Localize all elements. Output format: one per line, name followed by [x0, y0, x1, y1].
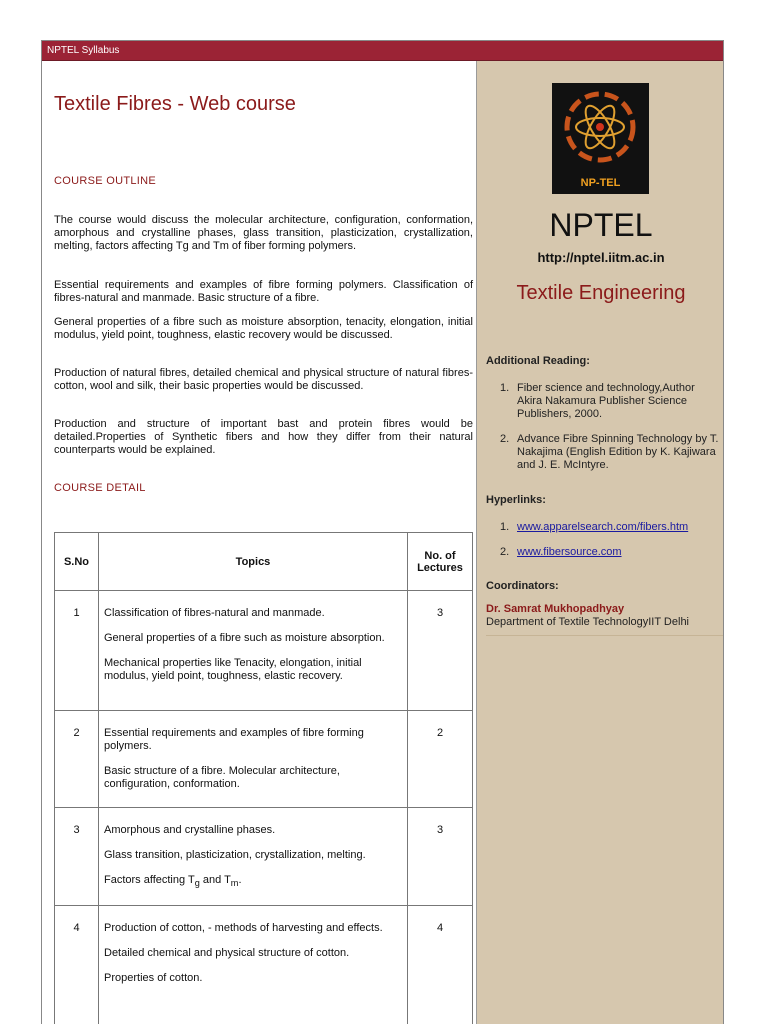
list-item	[486, 546, 722, 559]
table-row	[55, 591, 473, 711]
hyperlink-list	[486, 521, 722, 559]
course-detail-heading: COURSE DETAIL	[54, 482, 146, 494]
table-row	[55, 906, 473, 1024]
row-sno: 4	[55, 906, 99, 1024]
outline-paragraph-5: Production and structure of important bast and protein fibres would be detailed.Properties of Synthetic fibers and how they differ from their natural counterparts would be explained.	[54, 418, 473, 457]
topic-text: .	[238, 874, 242, 886]
topic-item: General properties of a fibre such as moisture absorption.	[104, 632, 385, 644]
topic-item: Glass transition, plasticization, crystallization, melting.	[104, 849, 366, 861]
brand-name: NPTEL	[549, 207, 653, 243]
top-bar-label: NPTEL Syllabus	[47, 45, 120, 56]
course-outline-heading: COURSE OUTLINE	[54, 175, 156, 187]
topic-item: Basic structure of a fibre. Molecular architecture, configuration, conformation.	[104, 765, 340, 790]
sidebar-divider	[486, 635, 723, 636]
row-lectures: 2	[408, 711, 473, 808]
row-sno: 3	[55, 808, 99, 906]
row-lectures: 3	[408, 808, 473, 906]
coordinator-department: Department of Textile TechnologyIIT Delhi	[486, 616, 690, 628]
list-number: 1.	[500, 521, 510, 533]
topic-item: Properties of cotton.	[104, 972, 203, 984]
list-number: 2.	[500, 546, 510, 559]
hyperlinks-heading: Hyperlinks:	[486, 494, 546, 506]
row-topics	[99, 711, 408, 808]
page-title: Textile Fibres - Web course	[54, 93, 296, 115]
topic-item: Production of cotton, - methods of harvesting and effects.	[104, 922, 383, 934]
coordinators-heading: Coordinators:	[486, 580, 559, 592]
nptel-logo	[552, 83, 649, 194]
row-lectures: 4	[408, 906, 473, 1024]
reading-list	[486, 382, 722, 472]
topic-item	[104, 874, 403, 890]
main-content	[42, 61, 477, 1024]
topic-text: and T	[199, 874, 231, 886]
list-item	[486, 382, 722, 422]
topic-item: Detailed chemical and physical structure of cotton.	[104, 947, 350, 959]
row-topics	[99, 906, 408, 1024]
top-bar	[42, 41, 723, 61]
outline-paragraph-2: Essential requirements and examples of fibre forming polymers. Classification of fibres-natural and manmade. Basic structure of a fibre.	[54, 279, 473, 305]
outline-paragraph-4: Production of natural fibres, detailed chemical and physical structure of natural fibres-cotton, wool and silk, their basic properties would be discussed.	[54, 367, 473, 393]
additional-reading-heading: Additional Reading:	[486, 355, 590, 367]
subscript-m: m	[230, 878, 239, 889]
reading-text: Advance Fibre Spinning Technology by T. Nakajima (English Edition by K. Kajiwara and J. E. McIntyre.	[517, 432, 719, 472]
table-row	[55, 808, 473, 906]
subscript-g: g	[194, 878, 200, 889]
table-header-row	[55, 533, 473, 591]
hyperlink-apparelsearch[interactable]: www.apparelsearch.com/fibers.htm	[517, 521, 689, 533]
outline-paragraph-3: General properties of a fibre such as moisture absorption, tenacity, elongation, initial modulus, yield point, toughness, elastic recovery would be discussed.	[54, 316, 473, 342]
list-number: 2.	[500, 432, 510, 445]
topic-item: Amorphous and crystalline phases.	[104, 824, 276, 836]
row-sno: 1	[55, 591, 99, 711]
row-topics	[99, 591, 408, 711]
list-item	[486, 433, 722, 473]
course-detail-table	[54, 532, 473, 1024]
header-sno: S.No	[55, 533, 99, 591]
row-topics	[99, 808, 408, 906]
row-lectures: 3	[408, 591, 473, 711]
logo-label: NP-TEL	[580, 177, 621, 189]
atom-logo-icon	[552, 83, 649, 173]
row-sno: 2	[55, 711, 99, 808]
list-number: 1.	[500, 382, 510, 394]
topic-text: Factors affecting T	[104, 874, 195, 886]
hyperlink-fibersource[interactable]: www.fibersource.com	[517, 546, 622, 559]
reading-text: Fiber science and technology,Author Akira Nakamura Publisher Science Publishers, 2000.	[517, 382, 695, 421]
table-row	[55, 711, 473, 808]
topic-item: Classification of fibres-natural and manmade.	[104, 607, 325, 619]
sidebar	[477, 61, 723, 1024]
topic-item: Mechanical properties like Tenacity, elongation, initial modulus, yield point, toughness, elastic recovery.	[104, 657, 362, 682]
topic-item: Essential requirements and examples of fibre forming polymers.	[104, 727, 364, 752]
header-lectures: No. of Lectures	[408, 533, 473, 591]
syllabus-page	[41, 40, 724, 1024]
coordinator-name: Dr. Samrat Mukhopadhyay	[486, 603, 625, 615]
list-item	[486, 521, 722, 534]
site-url[interactable]: http://nptel.iitm.ac.in	[537, 250, 665, 265]
discipline-title: Textile Engineering	[516, 282, 686, 304]
header-topics: Topics	[99, 533, 408, 591]
outline-paragraph-1: The course would discuss the molecular architecture, configuration, conformation, amorphous and crystalline phases, glass transition, plasticization, crystallization, melting, factors affecting Tg and Tm of fiber forming polymers.	[54, 214, 473, 253]
